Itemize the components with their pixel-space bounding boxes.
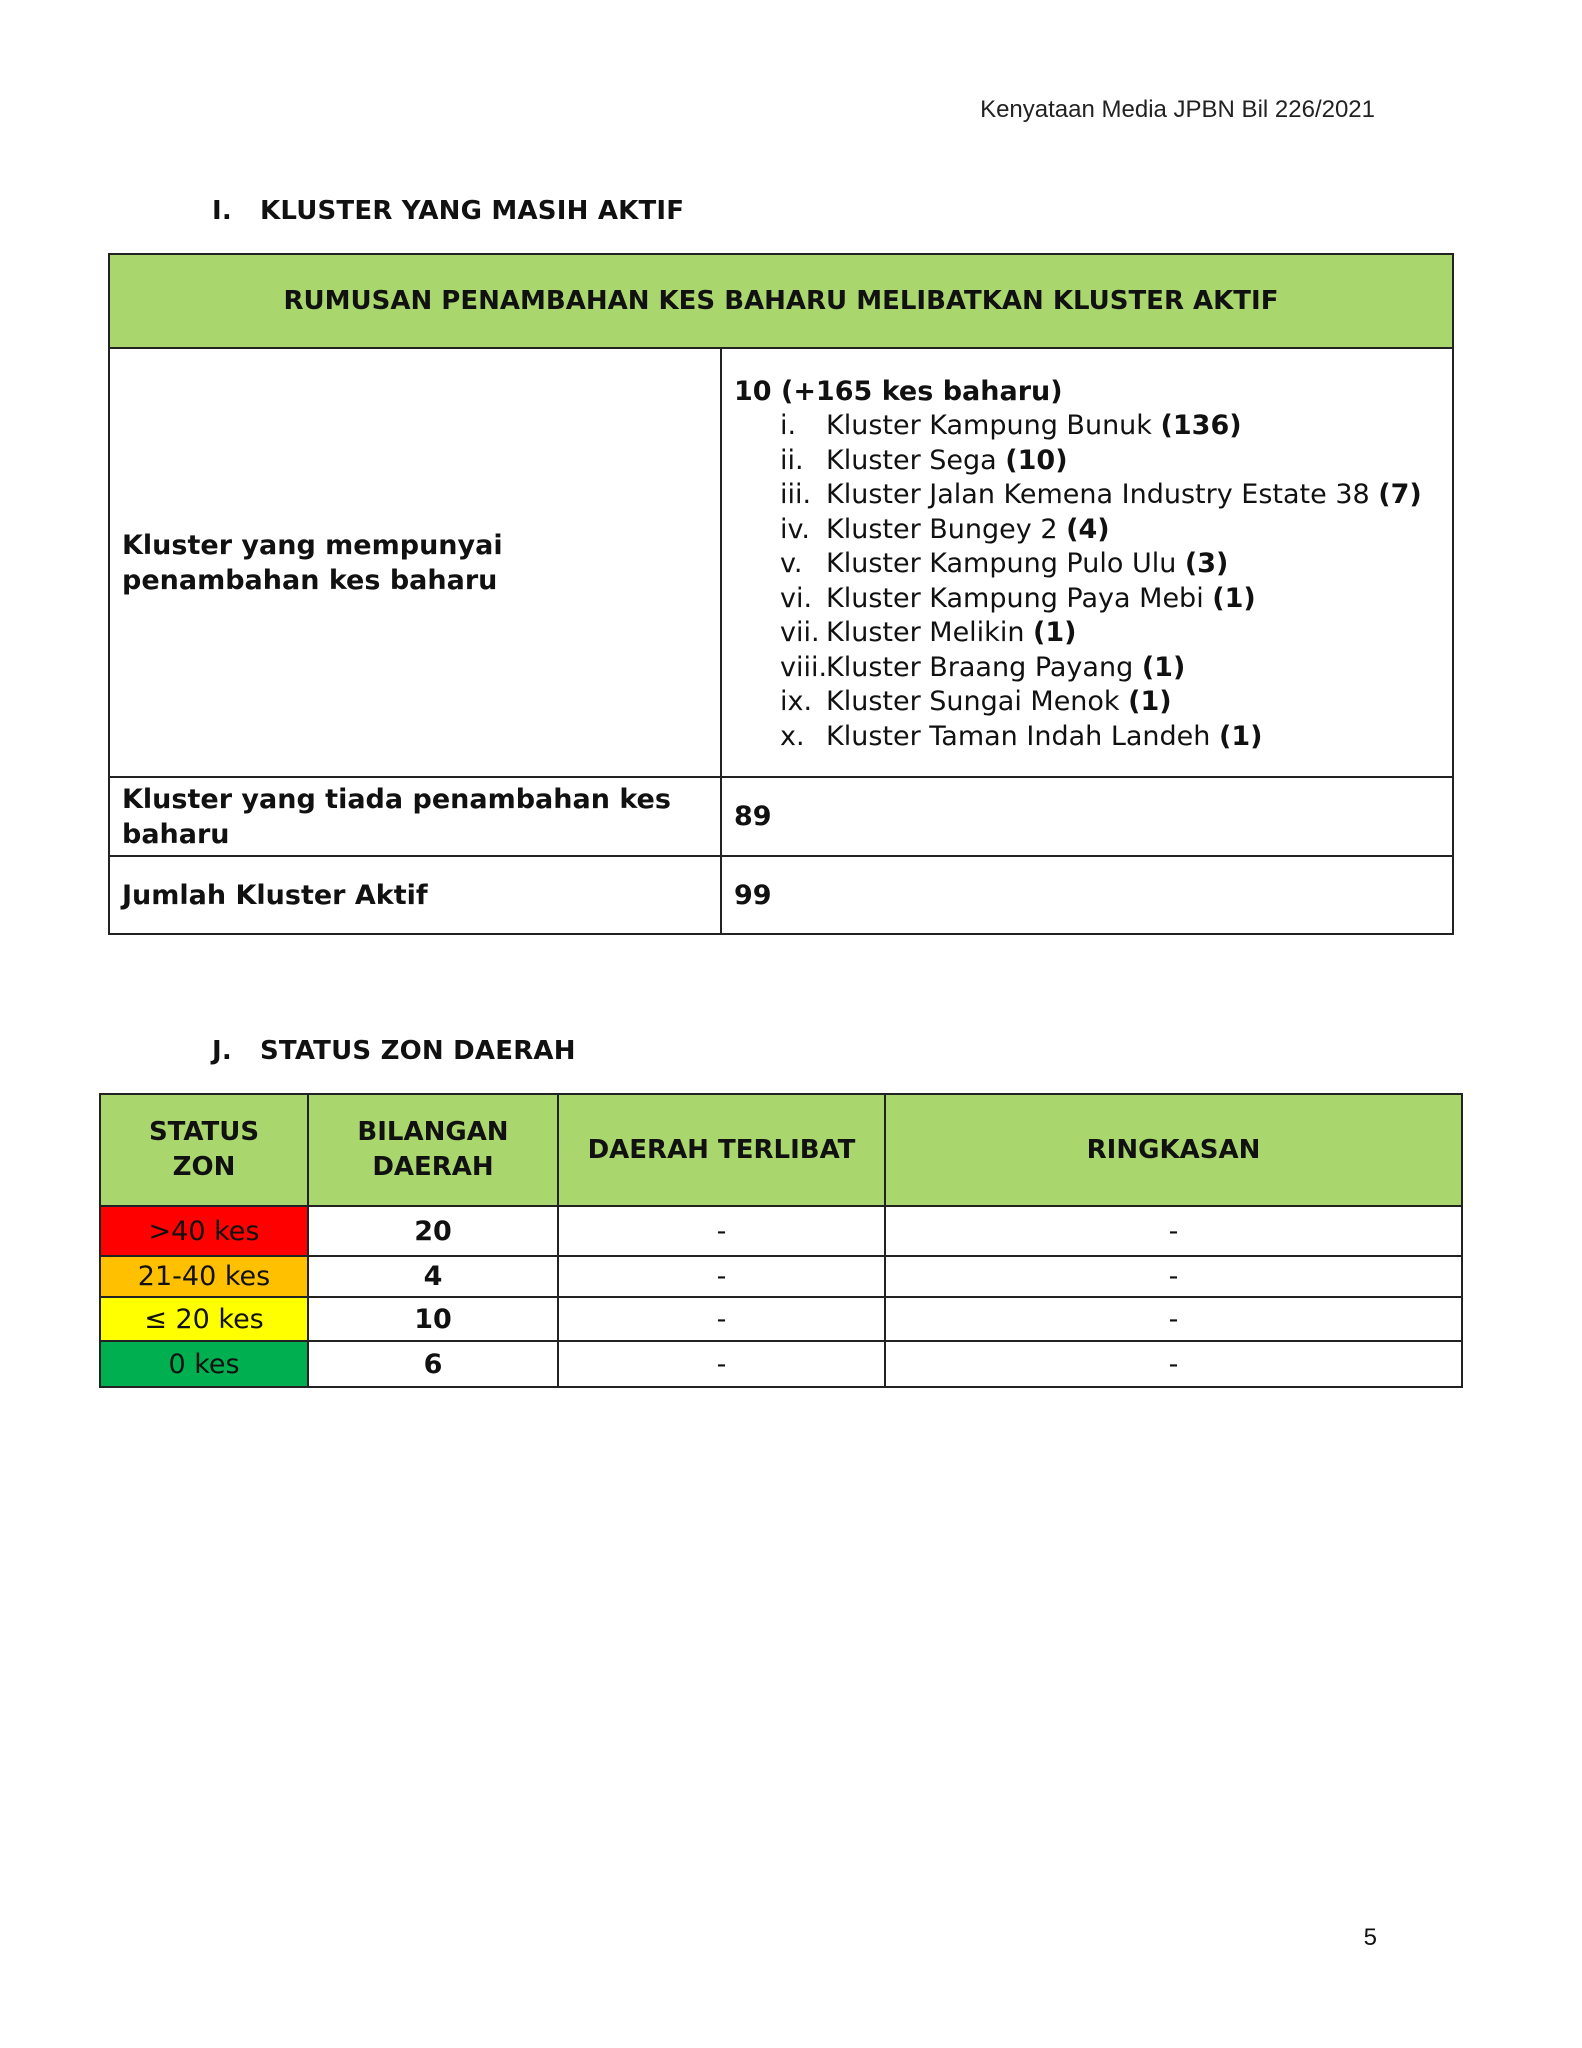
section-j-heading — [212, 1036, 576, 1066]
cluster-count: (4) — [1066, 513, 1110, 545]
page-number: 5 — [1363, 1924, 1377, 1951]
cluster-count: (136) — [1160, 410, 1242, 441]
cluster-text — [826, 478, 1422, 513]
districts-cell: - — [558, 1297, 885, 1341]
cluster-count: (1) — [1212, 582, 1256, 614]
table-title: RUMUSAN PENAMBAHAN KES BAHARU MELIBATKAN KLUSTER AKTIF — [109, 254, 1453, 348]
cluster-count: (10) — [1005, 444, 1068, 476]
row-value: 99 — [721, 856, 1453, 934]
cluster-item — [780, 616, 1440, 651]
cluster-item — [780, 651, 1440, 686]
cluster-text — [826, 582, 1256, 617]
column-header: BILANGAN DAERAH — [308, 1094, 558, 1206]
zone-cell: 0 kes — [100, 1341, 308, 1387]
section-i-heading — [212, 196, 684, 226]
list-numeral: viii. — [780, 651, 828, 683]
district-count: 4 — [308, 1256, 558, 1297]
row-value: 89 — [721, 777, 1453, 856]
summary-cell: - — [885, 1256, 1462, 1297]
cluster-item — [780, 685, 1440, 720]
cluster-count: (1) — [1141, 651, 1186, 683]
cluster-name: Kluster Sungai Menok — [826, 686, 1120, 717]
cluster-count: (3) — [1184, 548, 1229, 579]
cluster-count: (1) — [1128, 686, 1172, 717]
active-cluster-table — [108, 253, 1454, 935]
cluster-item — [780, 409, 1440, 444]
districts-cell: - — [558, 1341, 885, 1387]
list-numeral: vi. — [780, 582, 813, 614]
list-numeral: ii. — [780, 444, 804, 476]
district-count: 10 — [308, 1297, 558, 1341]
cluster-text — [826, 685, 1172, 720]
list-numeral: x. — [780, 720, 805, 752]
zone-cell: 21-40 kes — [100, 1256, 308, 1297]
cluster-text — [826, 409, 1242, 444]
districts-cell: - — [558, 1206, 885, 1256]
cluster-name: Kluster Kampung Paya Mebi — [826, 582, 1204, 614]
cluster-text — [826, 720, 1262, 755]
zone-cell: >40 kes — [100, 1206, 308, 1256]
zone-status-table — [99, 1093, 1463, 1388]
summary-cell: - — [885, 1341, 1462, 1387]
cluster-name: Kluster Jalan Kemena Industry Estate 38 — [826, 479, 1370, 510]
column-header: DAERAH TERLIBAT — [558, 1094, 885, 1206]
cluster-name: Kluster Sega — [826, 444, 997, 476]
cluster-name: Kluster Bungey 2 — [826, 513, 1058, 545]
row-label: Kluster yang tiada penambahan kes baharu — [109, 777, 721, 856]
districts-cell: - — [558, 1256, 885, 1297]
document-reference: Kenyataan Media JPBN Bil 226/2021 — [980, 96, 1375, 123]
list-numeral: i. — [780, 410, 797, 441]
list-numeral: v. — [780, 548, 803, 579]
cluster-item — [780, 582, 1440, 617]
cluster-count: (7) — [1378, 479, 1422, 510]
new-cases-summary: 10 (+165 kes baharu) — [734, 376, 1063, 407]
cluster-count: (1) — [1219, 720, 1263, 752]
cluster-name: Kluster Taman Indah Landeh — [826, 720, 1211, 752]
table-row — [100, 1297, 1462, 1341]
cluster-text — [826, 651, 1185, 686]
list-numeral: ix. — [780, 686, 813, 717]
cluster-item — [780, 478, 1440, 513]
summary-cell: - — [885, 1206, 1462, 1256]
cluster-name: Kluster Kampung Bunuk — [826, 410, 1152, 441]
table-row — [100, 1341, 1462, 1387]
section-title: STATUS ZON DAERAH — [260, 1036, 576, 1066]
cluster-text — [826, 513, 1110, 548]
cluster-item — [780, 513, 1440, 548]
row-label: Jumlah Kluster Aktif — [109, 856, 721, 934]
district-count: 20 — [308, 1206, 558, 1256]
table-row — [100, 1256, 1462, 1297]
cluster-text — [826, 616, 1077, 651]
column-header: STATUS ZON — [100, 1094, 308, 1206]
district-count: 6 — [308, 1341, 558, 1387]
row-label: Kluster yang mempunyai penambahan kes baharu — [109, 348, 721, 777]
cluster-list — [734, 409, 1440, 754]
section-title: KLUSTER YANG MASIH AKTIF — [260, 196, 685, 226]
cluster-text — [826, 444, 1068, 479]
cluster-name: Kluster Braang Payang — [826, 651, 1134, 683]
cluster-count: (1) — [1033, 617, 1077, 648]
cluster-item — [780, 547, 1440, 582]
section-number: I. — [212, 196, 232, 226]
cluster-item — [780, 720, 1440, 755]
new-cases-cell — [721, 348, 1453, 777]
table-row — [100, 1206, 1462, 1256]
list-numeral: vii. — [780, 617, 820, 648]
list-numeral: iv. — [780, 513, 810, 545]
zone-cell: ≤ 20 kes — [100, 1297, 308, 1341]
section-number: J. — [212, 1036, 232, 1066]
cluster-name: Kluster Melikin — [826, 617, 1025, 648]
cluster-text — [826, 547, 1228, 582]
summary-cell: - — [885, 1297, 1462, 1341]
column-header: RINGKASAN — [885, 1094, 1462, 1206]
cluster-item — [780, 444, 1440, 479]
list-numeral: iii. — [780, 479, 812, 510]
cluster-name: Kluster Kampung Pulo Ulu — [826, 548, 1177, 579]
